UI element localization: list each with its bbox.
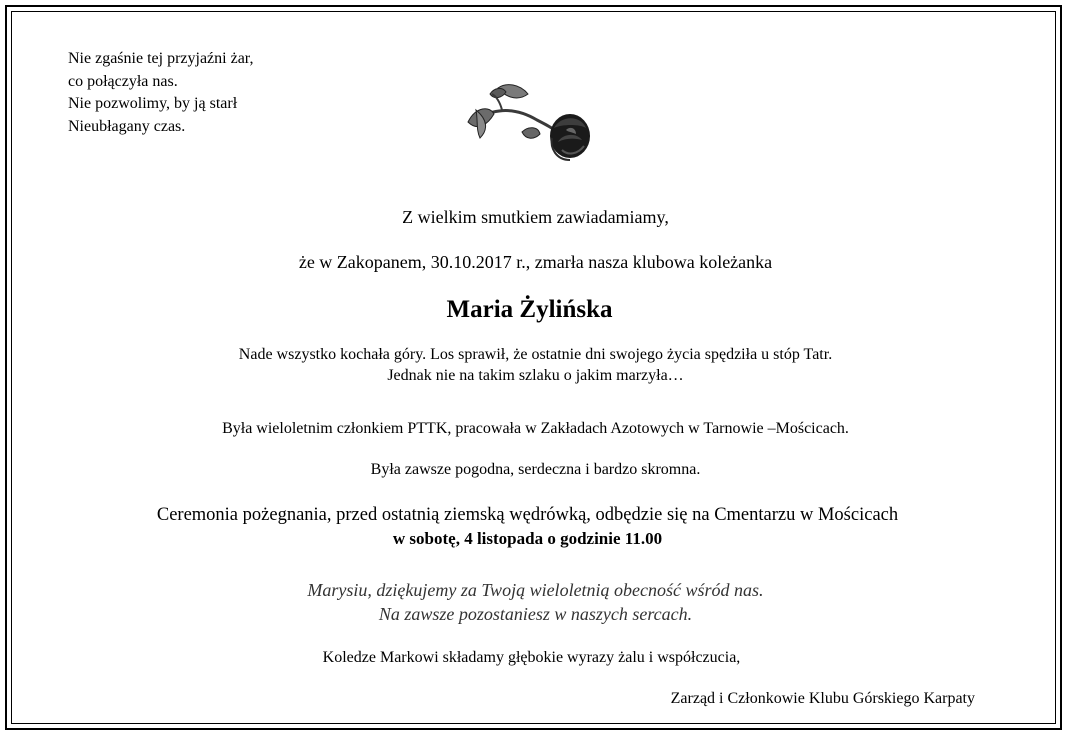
signature: Zarząd i Członkowie Klubu Górskiego Karpaty [670,690,975,707]
announcement-line-2: że w Zakopanem, 30.10.2017 r., zmarła nasza klubowa koleżanka [298,252,773,272]
paragraph-line: Jednak nie na takim szlaku o jakim marzyła… [387,367,684,384]
poem [68,48,253,138]
paragraph-mountains [0,344,1071,386]
poem-line: Nieubłagany czas. [68,117,186,135]
black-rose-icon [462,80,590,168]
deceased-name: Maria Żylińska [446,296,613,323]
quote-line: Na zawsze pozostaniesz w naszych sercach. [378,604,693,624]
ceremony-date: w sobotę, 4 listopada o godzinie 11.00 [392,529,663,548]
poem-line: Nie pozwolimy, by ją starł [68,95,238,112]
ceremony-info [0,503,1063,551]
paragraph-line: Nade wszystko kochała góry. Los sprawił, że ostatnie dni swojego życia spędziła u stóp Tatr. [238,346,833,363]
poem-line: Nie zgaśnie tej przyjaźni żar, [68,50,254,67]
ceremony-place: Ceremonia pożegnania, przed ostatnią ziemską wędrówką, odbędzie się na Cmentarzu w Mościcach [156,505,899,525]
poem-line: co połączyła nas. [68,72,178,90]
farewell-quote [0,578,1071,626]
quote-line: Marysiu, dziękujemy za Twoją wieloletnią obecność wśród nas. [307,580,764,600]
announcement-line-1: Z wielkim smutkiem zawiadamiamy, [402,207,669,227]
condolences: Koledze Markowi składamy głębokie wyrazy żalu i współczucia, [322,649,741,666]
paragraph-character: Była zawsze pogodna, serdeczna i bardzo skromna. [370,461,701,478]
paragraph-career: Była wieloletnim członkiem PTTK, pracowała w Zakładach Azotowych w Tarnowie –Mościcach. [222,420,849,437]
